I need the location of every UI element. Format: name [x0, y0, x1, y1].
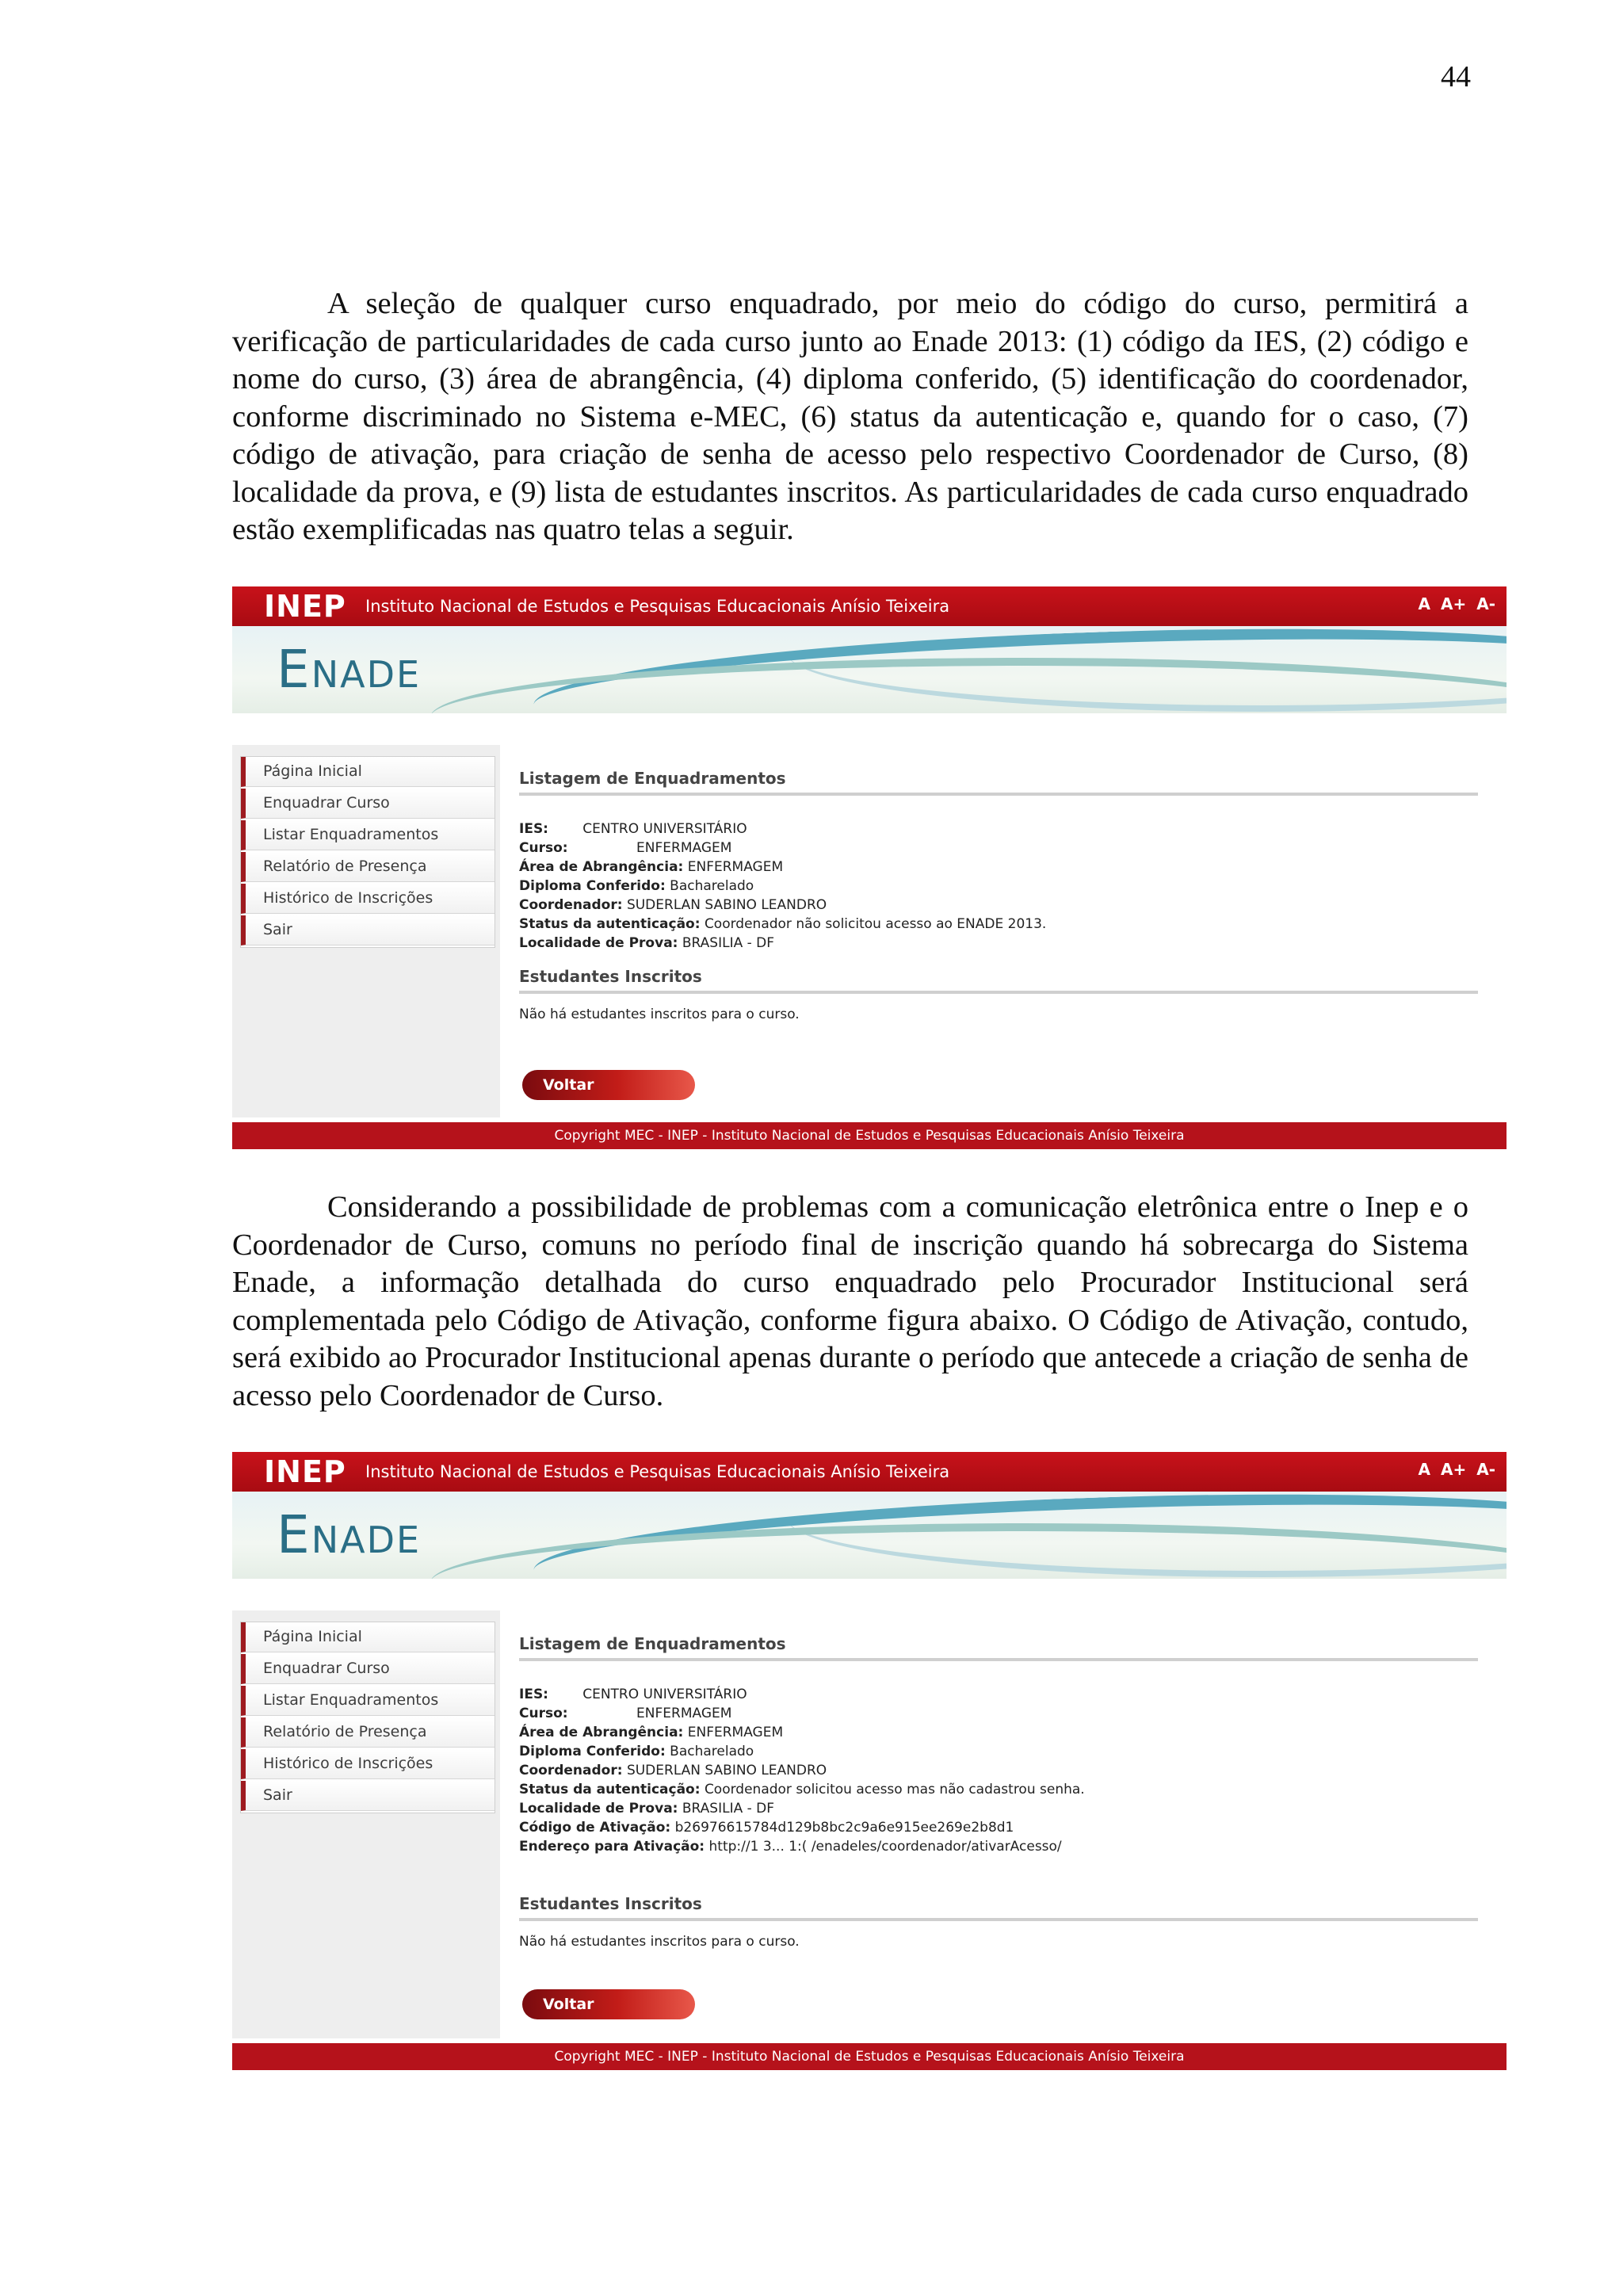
- back-button[interactable]: Voltar: [522, 1070, 695, 1100]
- font-increase-button[interactable]: A+: [1441, 594, 1467, 613]
- inep-logo[interactable]: INEP: [264, 1454, 346, 1489]
- menu-item-relatorio-presenca[interactable]: Relatório de Presença: [241, 852, 495, 882]
- main-content: [519, 1610, 1487, 1950]
- menu-item-historico-inscricoes[interactable]: Histórico de Inscrições: [241, 1749, 495, 1779]
- menu-item-pagina-inicial[interactable]: Página Inicial: [241, 1622, 495, 1652]
- label: Curso:: [519, 840, 568, 856]
- inep-header-bar: [232, 586, 1507, 626]
- label: Área de Abrangência:: [519, 859, 684, 875]
- no-students-message: Não há estudantes inscritos para o curso.: [519, 1934, 800, 1950]
- enade-banner: [232, 626, 1507, 713]
- area-value: ENFERMAGEM: [687, 1725, 784, 1740]
- page-number: 44: [1441, 60, 1471, 94]
- menu-item-listar-enquadramentos[interactable]: Listar Enquadramentos: [241, 1686, 495, 1716]
- font-normal-button[interactable]: A: [1418, 1460, 1431, 1479]
- menu-item-historico-inscricoes[interactable]: Histórico de Inscrições: [241, 884, 495, 914]
- students-title: Estudantes Inscritos: [519, 967, 1478, 994]
- sidebar: [232, 745, 500, 1117]
- label: IES:: [519, 821, 548, 837]
- font-size-controls: [1414, 594, 1495, 613]
- no-students-message: Não há estudantes inscritos para o curso.: [519, 1007, 800, 1022]
- label: Código de Ativação:: [519, 1820, 671, 1836]
- enade-logo-initial: E: [277, 639, 311, 700]
- label: Localidade de Prova:: [519, 935, 678, 951]
- sidebar: [232, 1610, 500, 2038]
- menu-item-sair[interactable]: Sair: [241, 1781, 495, 1811]
- area-value: ENFERMAGEM: [687, 859, 784, 875]
- enade-logo: [277, 639, 421, 700]
- footer: Copyright MEC - INEP - Instituto Nacional de Estudos e Pesquisas Educacionais Anísio Teixeira: [232, 1122, 1507, 1149]
- activation-code-value: b26976615784d129b8bc2c9a6e915ee269e2b8d1: [674, 1820, 1014, 1836]
- listing-title: Listagem de Enquadramentos: [519, 769, 1478, 796]
- institute-name: Instituto Nacional de Estudos e Pesquisas Educacionais Anísio Teixeira: [365, 1462, 950, 1481]
- label: Status da autenticação:: [519, 1782, 701, 1797]
- location-value: BRASILIA - DF: [682, 1801, 775, 1817]
- main-content: [519, 745, 1487, 1022]
- auth-status-value: Coordenador solicitou acesso mas não cadastrou senha.: [704, 1782, 1085, 1797]
- menu-item-pagina-inicial[interactable]: Página Inicial: [241, 757, 495, 787]
- paragraph-1-text: A seleção de qualquer curso enquadrado, por meio do código do curso, permitirá a verificação de particularidades de cada curso junto ao Enade 2013: (1) código da IES, (2) código e nome do curso, (3) área de abrangência, (4) diploma conferido, (5) identificação do coordenador, conforme discriminado no Sistema e-MEC, (6) status da autenticação e, quando for o caso, (7) código de ativação, para criação de senha de acesso pelo respectivo Coordenador de Curso, (8) localidade da prova, e (9) lista de estudantes inscritos. As particularidades de cada curso enquadrado estão exemplificadas nas quatro telas a seguir.: [232, 287, 1468, 546]
- label: Curso:: [519, 1706, 568, 1721]
- enade-banner: [232, 1492, 1507, 1579]
- coordinator-value: SUDERLAN SABINO LEANDRO: [626, 1763, 827, 1778]
- font-increase-button[interactable]: A+: [1441, 1460, 1467, 1479]
- menu-item-sair[interactable]: Sair: [241, 915, 495, 946]
- auth-status-value: Coordenador não solicitou acesso ao ENADE 2013.: [704, 916, 1047, 932]
- inep-logo[interactable]: INEP: [264, 589, 346, 624]
- enade-logo-rest: NADE: [311, 1519, 422, 1561]
- screenshot-1: [232, 586, 1507, 1149]
- label: IES:: [519, 1687, 548, 1702]
- diploma-value: Bacharelado: [670, 1744, 754, 1759]
- ies-value: CENTRO UNIVERSITÁRIO: [582, 1687, 747, 1702]
- listing-title: Listagem de Enquadramentos: [519, 1634, 1478, 1661]
- label: Endereço para Ativação:: [519, 1839, 705, 1855]
- label: Diploma Conferido:: [519, 878, 666, 894]
- curso-value: ENFERMAGEM: [636, 1706, 732, 1721]
- course-details: [519, 819, 1487, 953]
- curso-value: ENFERMAGEM: [636, 840, 732, 856]
- ies-value: CENTRO UNIVERSITÁRIO: [582, 821, 747, 837]
- label: Área de Abrangência:: [519, 1725, 684, 1740]
- course-details: [519, 1685, 1487, 1856]
- label: Coordenador:: [519, 897, 623, 913]
- font-size-controls: [1414, 1460, 1495, 1479]
- diploma-value: Bacharelado: [670, 878, 754, 894]
- font-normal-button[interactable]: A: [1418, 594, 1431, 613]
- label: Diploma Conferido:: [519, 1744, 666, 1759]
- enade-logo-initial: E: [277, 1504, 311, 1565]
- label: Coordenador:: [519, 1763, 623, 1778]
- location-value: BRASILIA - DF: [682, 935, 775, 951]
- back-button[interactable]: Voltar: [522, 1989, 695, 2019]
- menu-item-listar-enquadramentos[interactable]: Listar Enquadramentos: [241, 820, 495, 850]
- inep-header-bar: [232, 1452, 1507, 1492]
- paragraph-2: [232, 1189, 1468, 1415]
- institute-name: Instituto Nacional de Estudos e Pesquisas Educacionais Anísio Teixeira: [365, 597, 950, 616]
- label: Localidade de Prova:: [519, 1801, 678, 1817]
- footer: Copyright MEC - INEP - Instituto Nacional de Estudos e Pesquisas Educacionais Anísio Teixeira: [232, 2043, 1507, 2070]
- sidebar-menu: [240, 1622, 495, 1813]
- menu-item-relatorio-presenca[interactable]: Relatório de Presença: [241, 1717, 495, 1748]
- menu-item-enquadrar-curso[interactable]: Enquadrar Curso: [241, 1654, 495, 1684]
- label: Status da autenticação:: [519, 916, 701, 932]
- activation-url-value[interactable]: http://1 3... 1:( /enadeles/coordenador/ativarAcesso/: [708, 1839, 1062, 1855]
- sidebar-menu: [240, 756, 495, 948]
- students-title: Estudantes Inscritos: [519, 1894, 1478, 1921]
- coordinator-value: SUDERLAN SABINO LEANDRO: [626, 897, 827, 913]
- font-decrease-button[interactable]: A-: [1476, 594, 1495, 613]
- enade-logo: [277, 1504, 421, 1565]
- paragraph-2-text: Considerando a possibilidade de problemas com a comunicação eletrônica entre o Inep e o Coordenador de Curso, comuns no período final de inscrição quando há sobrecarga do Sistema Enade, a informação detalhada do curso enquadrado pelo Procurador Institucional será complementada pelo Código de Ativação, conforme figura abaixo. O Código de Ativação, contudo, será exibido ao Procurador Institucional apenas durante o período que antecede a criação de senha de acesso pelo Coordenador de Curso.: [232, 1190, 1468, 1412]
- font-decrease-button[interactable]: A-: [1476, 1460, 1495, 1479]
- paragraph-1: [232, 285, 1468, 549]
- enade-logo-rest: NADE: [311, 653, 422, 696]
- screenshot-2: [232, 1452, 1507, 2070]
- menu-item-enquadrar-curso[interactable]: Enquadrar Curso: [241, 789, 495, 819]
